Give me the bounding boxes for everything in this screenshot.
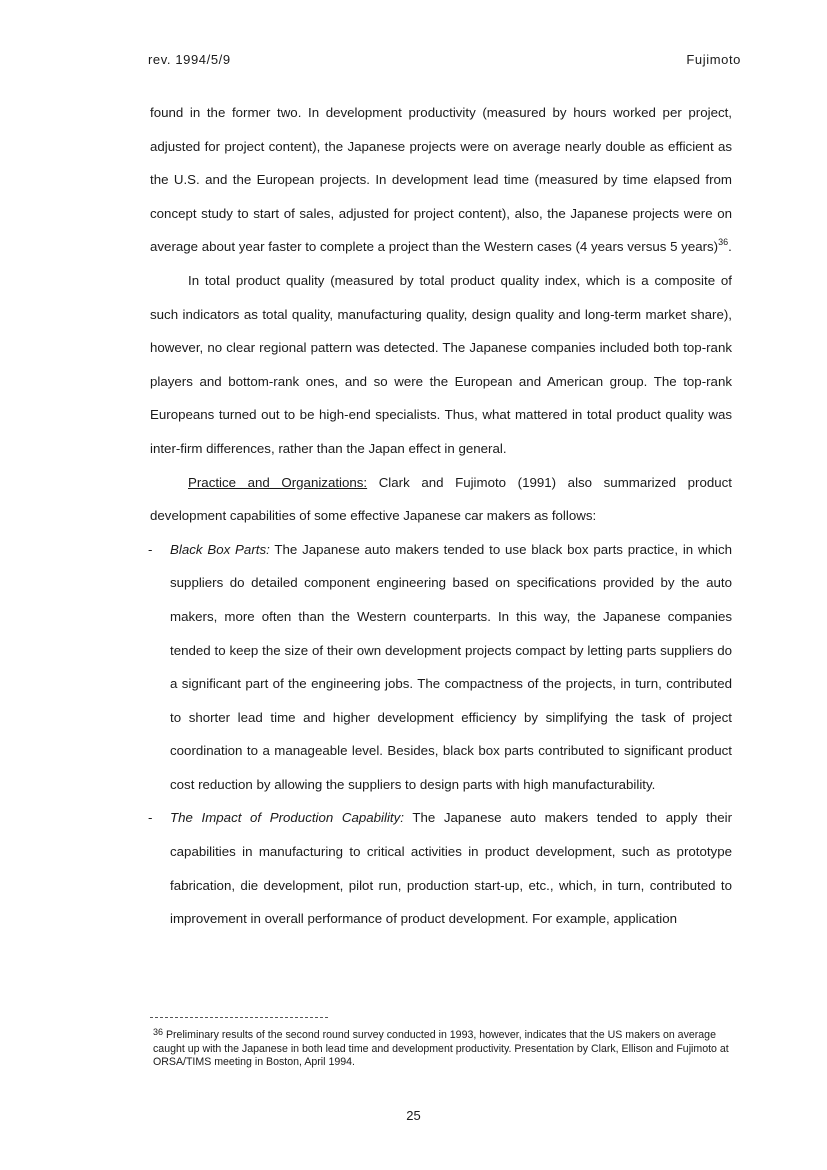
list-item-text: The Japanese auto makers tended to apply their capabilities in manufacturing to critical activities in product development, such as prototype fabrication, die development, pilot run, production start-up, etc., which, in turn, contributed to improvement in overall performance of product development. For example, application: [170, 810, 732, 927]
paragraph-1-end: .: [728, 239, 732, 255]
footnote-separator: [150, 1017, 328, 1018]
paragraph-3: [150, 466, 732, 533]
paragraph-1: [150, 96, 732, 264]
header-revision: rev. 1994/5/9: [148, 52, 231, 67]
list-item-production-capability: [150, 801, 732, 935]
footnote-36: [153, 1029, 733, 1070]
paragraph-3-text: Clark and Fujimoto (1991) also summarized product development capabilities of some effective Japanese car makers as follows:: [150, 474, 732, 524]
list-bullet: -: [148, 810, 153, 826]
footnote-ref-36: 36: [718, 237, 729, 248]
list-item-black-box-parts: [150, 533, 732, 802]
section-heading: Practice and Organizations:: [188, 474, 368, 490]
footnote-number: 36: [153, 1027, 164, 1037]
list-item-text: The Japanese auto makers tended to use black box parts practice, in which suppliers do detailed component engineering based on specifications provided by the auto makers, more often than the Western counterparts. In this way, the Japanese companies tended to keep the size of their own development projects compact by letting parts suppliers do a significant part of the engineering jobs. The compactness of the projects, in turn, contributed to shorter lead time and higher development efficiency by simplifying the task of project coordination to a manageable level. Besides, black box parts contributed to significant product cost reduction by allowing the suppliers to design parts with high manufacturability.: [170, 541, 732, 792]
body-text: [150, 96, 732, 936]
list-item-title: Black Box Parts:: [170, 541, 270, 557]
list-bullet: -: [148, 541, 153, 557]
paragraph-2: In total product quality (measured by total product quality index, which is a composite of such indicators as total quality, manufacturing quality, design quality and long-term market share), however, no clear regional pattern was detected. The Japanese companies included both top-rank players and bottom-rank ones, and so were the European and American group. The top-rank Europeans turned out to be high-end specialists. Thus, what mattered in total product quality was inter-firm differences, rather than the Japan effect in general.: [150, 272, 732, 456]
list-item-title: The Impact of Production Capability:: [170, 810, 404, 826]
footnote-text: Preliminary results of the second round survey conducted in 1993, however, indicates that the US makers on average caught up with the Japanese in both lead time and development productivity. Presentation by Clark, Ellison and Fujimoto at ORSA/TIMS meeting in Boston, April 1994.: [153, 1029, 729, 1069]
header-author: Fujimoto: [686, 52, 741, 67]
page-number: 25: [406, 1108, 421, 1123]
paragraph-1-text: found in the former two. In development productivity (measured by hours worked per project, adjusted for project content), the Japanese projects were on average nearly double as efficient as the U.S. and the European projects. In development lead time (measured by time elapsed from concept study to start of sales, adjusted for project content), also, the Japanese projects were on average about year faster to complete a project than the Western cases (4 years versus 5 years): [150, 105, 732, 255]
